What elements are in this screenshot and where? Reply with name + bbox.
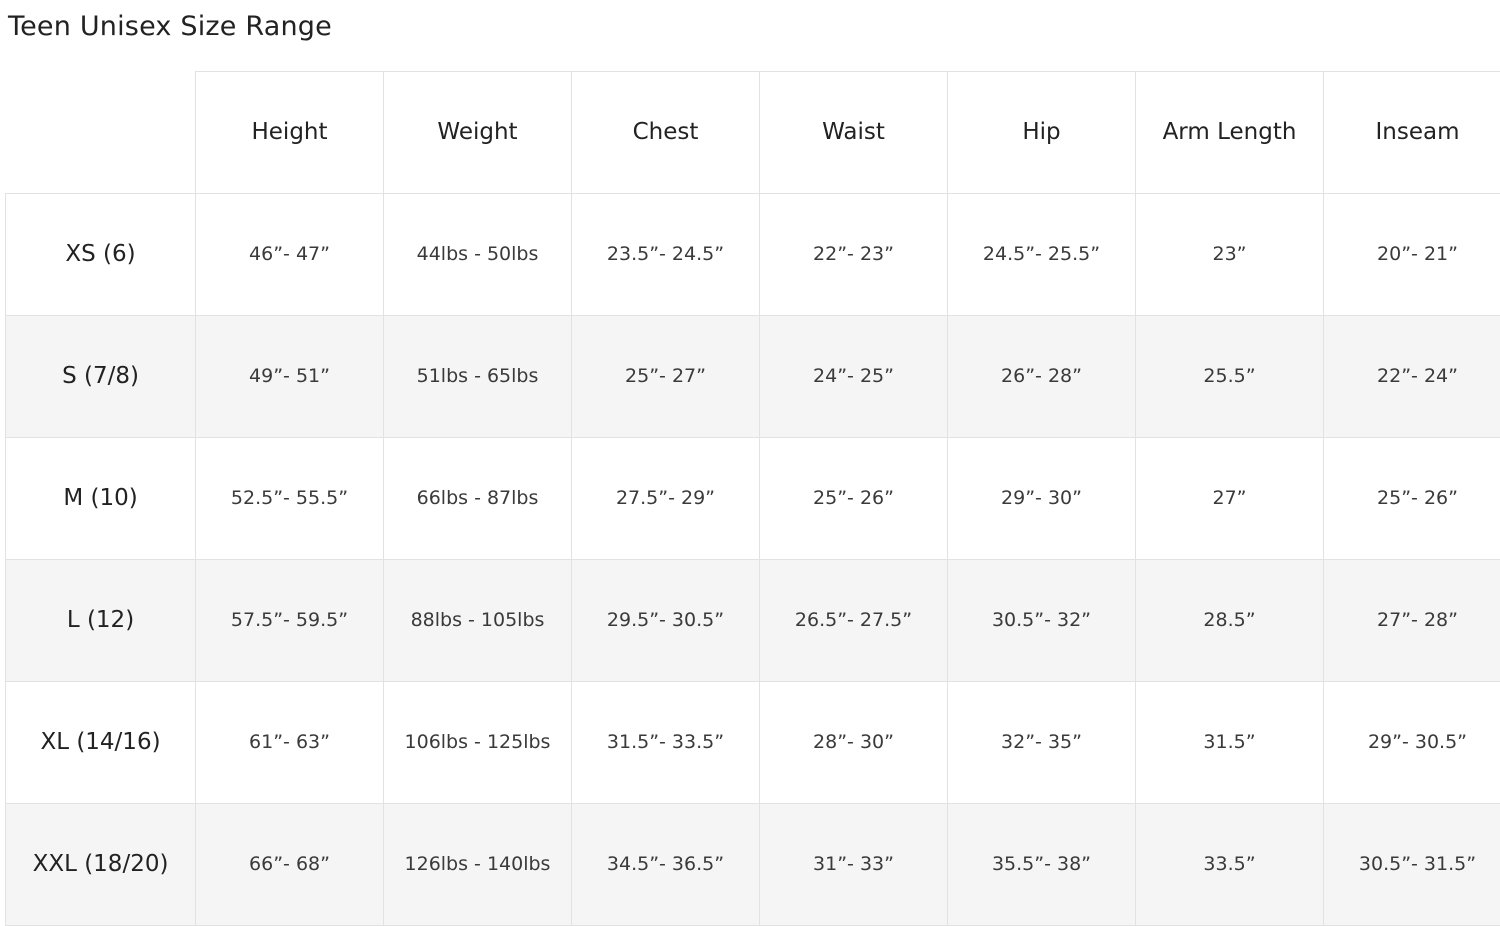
cell-chest: 34.5”- 36.5” — [572, 803, 760, 925]
cell-chest: 31.5”- 33.5” — [572, 681, 760, 803]
table-row — [6, 681, 1500, 803]
cell-height: 57.5”- 59.5” — [196, 559, 384, 681]
column-header-inseam: Inseam — [1324, 71, 1500, 193]
cell-arm-length: 27” — [1136, 437, 1324, 559]
size-label: M (10) — [6, 437, 196, 559]
cell-waist: 24”- 25” — [760, 315, 948, 437]
cell-inseam: 22”- 24” — [1324, 315, 1500, 437]
table-row — [6, 803, 1500, 925]
cell-height: 61”- 63” — [196, 681, 384, 803]
page-title: Teen Unisex Size Range — [8, 8, 1500, 46]
cell-inseam: 25”- 26” — [1324, 437, 1500, 559]
cell-height: 66”- 68” — [196, 803, 384, 925]
table-body — [6, 193, 1500, 925]
cell-weight: 88lbs - 105lbs — [384, 559, 572, 681]
size-chart-table — [5, 71, 1500, 926]
header-row — [6, 71, 1500, 193]
cell-arm-length: 25.5” — [1136, 315, 1324, 437]
cell-inseam: 27”- 28” — [1324, 559, 1500, 681]
cell-chest: 25”- 27” — [572, 315, 760, 437]
cell-waist: 28”- 30” — [760, 681, 948, 803]
cell-arm-length: 28.5” — [1136, 559, 1324, 681]
column-header-waist: Waist — [760, 71, 948, 193]
size-label: XXL (18/20) — [6, 803, 196, 925]
cell-waist: 26.5”- 27.5” — [760, 559, 948, 681]
cell-waist: 22”- 23” — [760, 193, 948, 315]
cell-height: 52.5”- 55.5” — [196, 437, 384, 559]
cell-inseam: 29”- 30.5” — [1324, 681, 1500, 803]
size-chart-page — [0, 8, 1500, 926]
cell-chest: 27.5”- 29” — [572, 437, 760, 559]
cell-weight: 66lbs - 87lbs — [384, 437, 572, 559]
column-header-height: Height — [196, 71, 384, 193]
table-header — [6, 71, 1500, 193]
cell-height: 49”- 51” — [196, 315, 384, 437]
cell-chest: 29.5”- 30.5” — [572, 559, 760, 681]
cell-hip: 30.5”- 32” — [948, 559, 1136, 681]
cell-arm-length: 33.5” — [1136, 803, 1324, 925]
cell-waist: 31”- 33” — [760, 803, 948, 925]
size-label: L (12) — [6, 559, 196, 681]
cell-arm-length: 23” — [1136, 193, 1324, 315]
cell-hip: 24.5”- 25.5” — [948, 193, 1136, 315]
table-row — [6, 315, 1500, 437]
column-header-arm-length: Arm Length — [1136, 71, 1324, 193]
table-corner-cell — [6, 71, 196, 193]
cell-inseam: 20”- 21” — [1324, 193, 1500, 315]
cell-arm-length: 31.5” — [1136, 681, 1324, 803]
cell-weight: 51lbs - 65lbs — [384, 315, 572, 437]
cell-chest: 23.5”- 24.5” — [572, 193, 760, 315]
cell-hip: 29”- 30” — [948, 437, 1136, 559]
column-header-hip: Hip — [948, 71, 1136, 193]
size-label: XL (14/16) — [6, 681, 196, 803]
cell-height: 46”- 47” — [196, 193, 384, 315]
cell-waist: 25”- 26” — [760, 437, 948, 559]
cell-weight: 106lbs - 125lbs — [384, 681, 572, 803]
cell-hip: 32”- 35” — [948, 681, 1136, 803]
cell-weight: 126lbs - 140lbs — [384, 803, 572, 925]
cell-hip: 35.5”- 38” — [948, 803, 1136, 925]
table-row — [6, 559, 1500, 681]
column-header-weight: Weight — [384, 71, 572, 193]
cell-inseam: 30.5”- 31.5” — [1324, 803, 1500, 925]
table-row — [6, 193, 1500, 315]
column-header-chest: Chest — [572, 71, 760, 193]
cell-hip: 26”- 28” — [948, 315, 1136, 437]
table-row — [6, 437, 1500, 559]
size-label: S (7/8) — [6, 315, 196, 437]
cell-weight: 44lbs - 50lbs — [384, 193, 572, 315]
size-label: XS (6) — [6, 193, 196, 315]
